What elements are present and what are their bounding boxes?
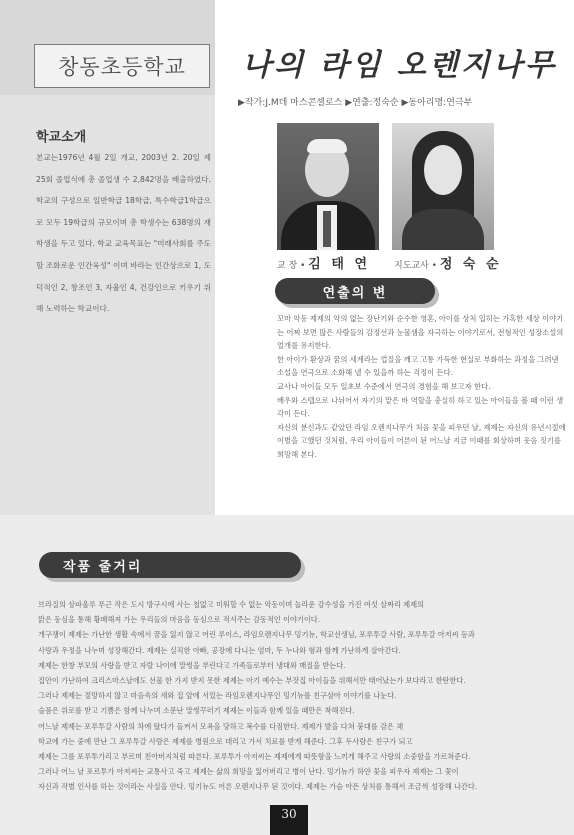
intro-heading: 학교소개 bbox=[36, 130, 87, 145]
page-number: 30 bbox=[270, 805, 308, 835]
story-line: 그러나 제제는 절망하지 않고 마음속의 새와 집 앞에 서있는 라임오렌지나무인 밍기뉴를 친구삼아 이야기를 나눈다. bbox=[38, 691, 397, 701]
story-line: 어느날 제제는 포루투갈 사람의 차에 탔다가 들켜서 모욕을 당하고 복수를 다짐한다. 제제가 발을 다쳐 붕대를 감은 채 bbox=[38, 721, 404, 731]
director-body bbox=[277, 312, 567, 462]
principal-role: 교 장 • bbox=[277, 261, 306, 271]
teacher-photo bbox=[392, 123, 494, 250]
director-paragraph: 자신의 분신과도 같았던 라임 오렌지나무가 처음 꽃을 피우던 날, 제제는 자신의 유년시절에 이별을 고했던 것처럼, 우리 아이들이 어른이 된 어느날 지금 이때를 회상하며 웃음 짓기를 희망해 본다. bbox=[277, 422, 566, 459]
story-line: 사랑과 우정을 나누며 성장해간다. 제제는 실직한 아빠, 공장에 다니는 엄마, 두 누나와 형과 함께 가난하게 살아간다. bbox=[38, 645, 401, 655]
story-line: 슬픔은 위로를 받고 기쁨은 함께 나누며 소문난 말썽꾸러기 제제는 이들과 함께 있을 때만은 착해진다. bbox=[38, 706, 355, 716]
principal-tie bbox=[323, 211, 331, 247]
teacher-name: 정 숙 순 bbox=[439, 257, 502, 272]
director-heading: 연출의 변 bbox=[275, 278, 435, 304]
director-paragraph: 한 아이가 환상과 꿈의 세계라는 껍질을 깨고 고통 가득한 현실로 부화하는 과정을 그려낸 소설을 연극으로 소화해 낼 수 있을까 하는 걱정이 든다. bbox=[277, 354, 559, 378]
teacher-face bbox=[424, 145, 462, 195]
director-paragraph: 교사나 아이들 모두 일초보 수준에서 연극의 경험을 해 보고자 한다. bbox=[277, 381, 491, 391]
story-line: 학교에 가는 중에 만난 그 포루투갈 사람은 제제를 병원으로 데리고 가서 치료를 받게 해준다. 그후 두사람은 친구가 되고 bbox=[38, 736, 413, 746]
director-paragraph: 배우와 스텝으로 나뉘어서 자기의 맡은 바 역할을 충실히 하고 있는 아이들을 볼 때 이런 생각이 든다. bbox=[277, 395, 564, 419]
principal-photo bbox=[277, 123, 379, 250]
school-name: 창동초등학교 bbox=[58, 55, 186, 79]
principal-name: 김 태 연 bbox=[308, 257, 371, 272]
play-title: 나의 라임 오렌지나무 bbox=[242, 48, 557, 83]
intro-body: 본교는1976년 4월 2일 개교, 2003년 2. 20일 제 25회 졸업식에 총 졸업생 수 2,842명을 배출하였다. 학교의 구성으로 일반학급 18학급, 특수학급1학급으로 모두 19학급의 규모이며 총 학생수는 638명의 재학생을 두고 있다. 학교 교육목표는 "미래사회를 주도할 조화로운 인간육성" 이며 바라는 인간상으로 1, 도덕적인 2, 창조인 3, 자율인 4, 건강인으로 키우기 위해 노력하는 학교이다. bbox=[36, 153, 211, 314]
principal-hair bbox=[307, 139, 347, 153]
story-line: 제제는 그를 포루투가리고 부르며 친아버지처럼 따른다. 포루투가 아저씨는 제제에게 따뜻함을 느끼게 해주고 사랑의 소중함을 가르쳐준다. bbox=[38, 752, 471, 762]
story-line: 자신과 작별 인사를 하는 것이라는 사실을 안다. 밍기뉴도 어른 오렌지나무 된 것이다. 제제는 가슴 아픈 상처를 통해서 조금씩 성장해 나간다. bbox=[38, 782, 478, 792]
teacher-role: 지도교사 • bbox=[394, 261, 437, 271]
principal-caption bbox=[277, 253, 370, 272]
story-line: 브라질의 상파울루 푸근 작은 도시 방구시에 사는 철없고 미워할 수 없는 악동이며 놀라운 감수성을 가진 여섯 살짜리 제제의 bbox=[38, 600, 425, 609]
story-heading: 작품 줄거리 bbox=[39, 552, 301, 578]
school-name-box bbox=[34, 44, 210, 88]
director-paragraph: 꼬마 악동 제제의 악의 없는 장난기와 순수한 영혼, 아이를 상처 입히는 가혹한 세상 이야기는 어찌 보면 많은 사람들의 감정선과 눈물샘을 자극하는 이야기로서, 전형적인 성장소설의 얼개를 유지한다. bbox=[277, 314, 564, 351]
teacher-caption bbox=[394, 253, 502, 272]
story-line: 집안이 가난하여 크리스마스날에도 선물 한 가지 받지 못한 제제는 아기 예수는 부잣집 아이들을 위해서만 태어났는가 보다라고 한탄한다. bbox=[38, 676, 466, 686]
story-line: 그러나 어느 날 포르투가 아저씨는 교통사고 죽고 제제는 삶의 희망을 잃어버리고 병이 난다. 밍기뉴가 하얀 꽃을 피우자 제제는 그 꽃이 bbox=[38, 767, 459, 777]
credits-line: ▶작가:J.M데 마스콘셀로스 ▶연출:정숙순 ▶동아리명:연극부 bbox=[238, 98, 473, 108]
story-line: 제제는 한창 부모의 사랑을 받고 자랄 나이에 말썽을 부린다고 가족들로부터 냉대와 매질을 받는다. bbox=[38, 660, 346, 670]
teacher-body bbox=[402, 209, 484, 250]
story-body bbox=[38, 597, 568, 795]
story-line: 맑은 동심을 통해 황폐해져 가는 우리들의 마음을 동심으로 적셔주는 감동적인 이야기이다. bbox=[38, 615, 321, 625]
story-line: 개구쟁이 제제는 가난한 생활 속에서 꿈을 잃지 않고 어린 루이스, 라임오렌지나무 밍기뉴, 학교선생님, 포루투갈 사람, 포루투갈 아저씨 등과 bbox=[38, 630, 475, 640]
